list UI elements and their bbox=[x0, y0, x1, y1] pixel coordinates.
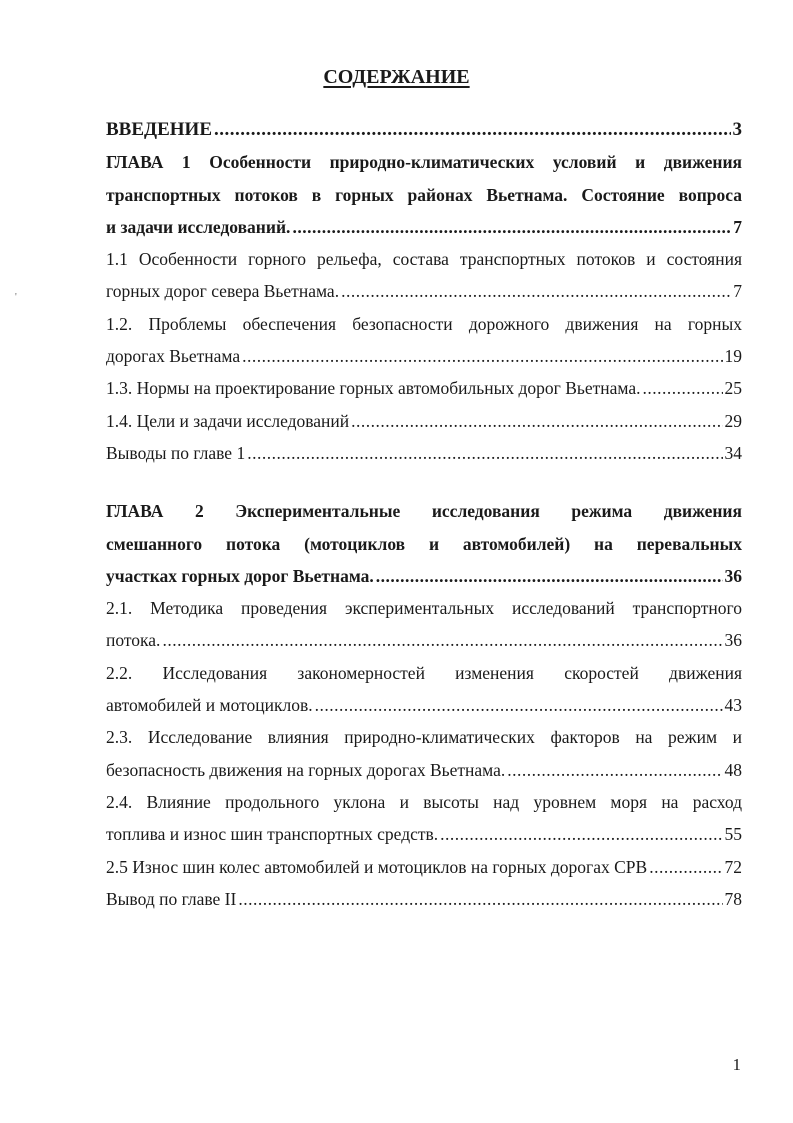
toc-page-number: 3 bbox=[732, 119, 742, 140]
toc-page-number: 7 bbox=[733, 216, 742, 237]
toc-leader-dots bbox=[649, 851, 722, 883]
toc-page-number: 34 bbox=[724, 442, 742, 463]
toc-entry-introduction[interactable] bbox=[106, 114, 742, 146]
toc-entry-conclusions-1[interactable] bbox=[106, 437, 742, 469]
toc-leader-dots bbox=[247, 437, 722, 469]
toc-entry-2-4[interactable] bbox=[106, 786, 742, 851]
toc-entry-text: топлива и износ шин транспортных средств. bbox=[106, 824, 439, 845]
toc-entry-2-2[interactable] bbox=[106, 657, 742, 722]
toc-entry-1-2[interactable] bbox=[106, 308, 742, 373]
toc-entry-last-line bbox=[106, 689, 742, 721]
toc-entry-line: ГЛАВА 2 Экспериментальные исследования режима движения bbox=[106, 501, 742, 522]
toc-entry-text: Вывод по главе II bbox=[106, 888, 237, 909]
toc-entry-last-line bbox=[106, 275, 742, 307]
toc-leader-dots bbox=[341, 275, 731, 307]
toc-entry-last-line bbox=[106, 372, 742, 404]
toc-entry-conclusion-2[interactable] bbox=[106, 883, 742, 915]
toc-leader-dots bbox=[643, 372, 723, 404]
toc-page-number: 29 bbox=[724, 410, 742, 431]
toc-entry-last-line bbox=[106, 818, 742, 850]
toc-leader-dots bbox=[315, 689, 723, 721]
toc-leader-dots bbox=[162, 624, 722, 656]
toc-entry-line: ГЛАВА 1 Особенности природно-климатических условий и движения bbox=[106, 152, 742, 173]
toc-entry-text: потока. bbox=[106, 630, 161, 651]
section-gap bbox=[106, 469, 742, 495]
toc-page-number: 19 bbox=[724, 346, 742, 367]
toc-entry-text: Выводы по главе 1 bbox=[106, 442, 246, 463]
toc-leader-dots bbox=[507, 754, 722, 786]
toc-entry-2-3[interactable] bbox=[106, 721, 742, 786]
toc-leader-dots bbox=[376, 560, 723, 592]
toc-entry-text: дорогах Вьетнама bbox=[106, 346, 241, 367]
toc-entry-text: и задачи исследований. bbox=[106, 216, 291, 237]
toc-entry-line: 2.1. Методика проведения экспериментальных исследований транспортного bbox=[106, 598, 742, 619]
toc-entry-line: 1.1 Особенности горного рельефа, состава транспортных потоков и состояния bbox=[106, 249, 742, 270]
footer-page-number: 1 bbox=[732, 1055, 741, 1074]
toc-leader-dots bbox=[238, 883, 722, 915]
toc-entry-1-1[interactable] bbox=[106, 243, 742, 308]
toc-entry-2-1[interactable] bbox=[106, 592, 742, 657]
toc-leader-dots bbox=[242, 340, 722, 372]
toc-page-number: 43 bbox=[724, 695, 742, 716]
toc-entry-chapter-1[interactable] bbox=[106, 146, 742, 243]
toc-page-number: 48 bbox=[724, 759, 742, 780]
toc-entry-last-line bbox=[106, 437, 742, 469]
toc-entry-last-line bbox=[106, 405, 742, 437]
toc-entry-chapter-2[interactable] bbox=[106, 495, 742, 592]
toc-page-number: 7 bbox=[733, 281, 742, 302]
scan-speck: ' bbox=[15, 292, 17, 303]
toc-entry-last-line bbox=[106, 883, 742, 915]
toc-page-number: 36 bbox=[724, 565, 742, 586]
toc-entry-last-line bbox=[106, 624, 742, 656]
toc-entry-last-line bbox=[106, 754, 742, 786]
toc-page-number: 36 bbox=[724, 630, 742, 651]
toc-page-number: 25 bbox=[724, 378, 742, 399]
toc-entry-text: безопасность движения на горных дорогах Вьетнама. bbox=[106, 759, 506, 780]
toc-leader-dots bbox=[440, 818, 722, 850]
toc-entry-text: автомобилей и мотоциклов. bbox=[106, 695, 313, 716]
toc-entry-last-line bbox=[106, 340, 742, 372]
toc-entry-text: 2.5 Износ шин колес автомобилей и мотоциклов на горных дорогах СРВ bbox=[106, 856, 648, 877]
table-of-contents bbox=[106, 114, 742, 915]
toc-entry-1-4[interactable] bbox=[106, 405, 742, 437]
toc-entry-line: транспортных потоков в горных районах Вьетнама. Состояние вопроса bbox=[106, 184, 742, 205]
toc-entry-last-line bbox=[106, 114, 742, 146]
toc-leader-dots bbox=[214, 114, 731, 146]
page-title: СОДЕРЖАНИЕ bbox=[323, 66, 470, 88]
toc-entry-text: 1.3. Нормы на проектирование горных автомобильных дорог Вьетнама. bbox=[106, 378, 641, 399]
toc-entry-last-line bbox=[106, 851, 742, 883]
toc-entry-last-line bbox=[106, 211, 742, 243]
toc-page-number: 72 bbox=[724, 856, 742, 877]
toc-leader-dots bbox=[351, 405, 722, 437]
toc-entry-line: 1.2. Проблемы обеспечения безопасности дорожного движения на горных bbox=[106, 313, 742, 334]
toc-page-number: 78 bbox=[724, 888, 742, 909]
toc-page-number: 55 bbox=[724, 824, 742, 845]
toc-entry-line: 2.2. Исследования закономерностей изменения скоростей движения bbox=[106, 662, 742, 683]
toc-entry-text: горных дорог севера Вьетнама. bbox=[106, 281, 340, 302]
toc-entry-text: ВВЕДЕНИЕ bbox=[106, 119, 212, 140]
toc-entry-text: 1.4. Цели и задачи исследований bbox=[106, 410, 350, 431]
toc-entry-1-3[interactable] bbox=[106, 372, 742, 404]
toc-entry-line: смешанного потока (мотоциклов и автомобилей) на перевальных bbox=[106, 533, 742, 554]
toc-leader-dots bbox=[292, 211, 731, 243]
toc-entry-line: 2.3. Исследование влияния природно-климатических факторов на режим и bbox=[106, 727, 742, 748]
toc-entry-last-line bbox=[106, 560, 742, 592]
toc-entry-2-5[interactable] bbox=[106, 851, 742, 883]
toc-entry-text: участках горных дорог Вьетнама. bbox=[106, 565, 374, 586]
toc-entry-line: 2.4. Влияние продольного уклона и высоты над уровнем моря на расход bbox=[106, 791, 742, 812]
